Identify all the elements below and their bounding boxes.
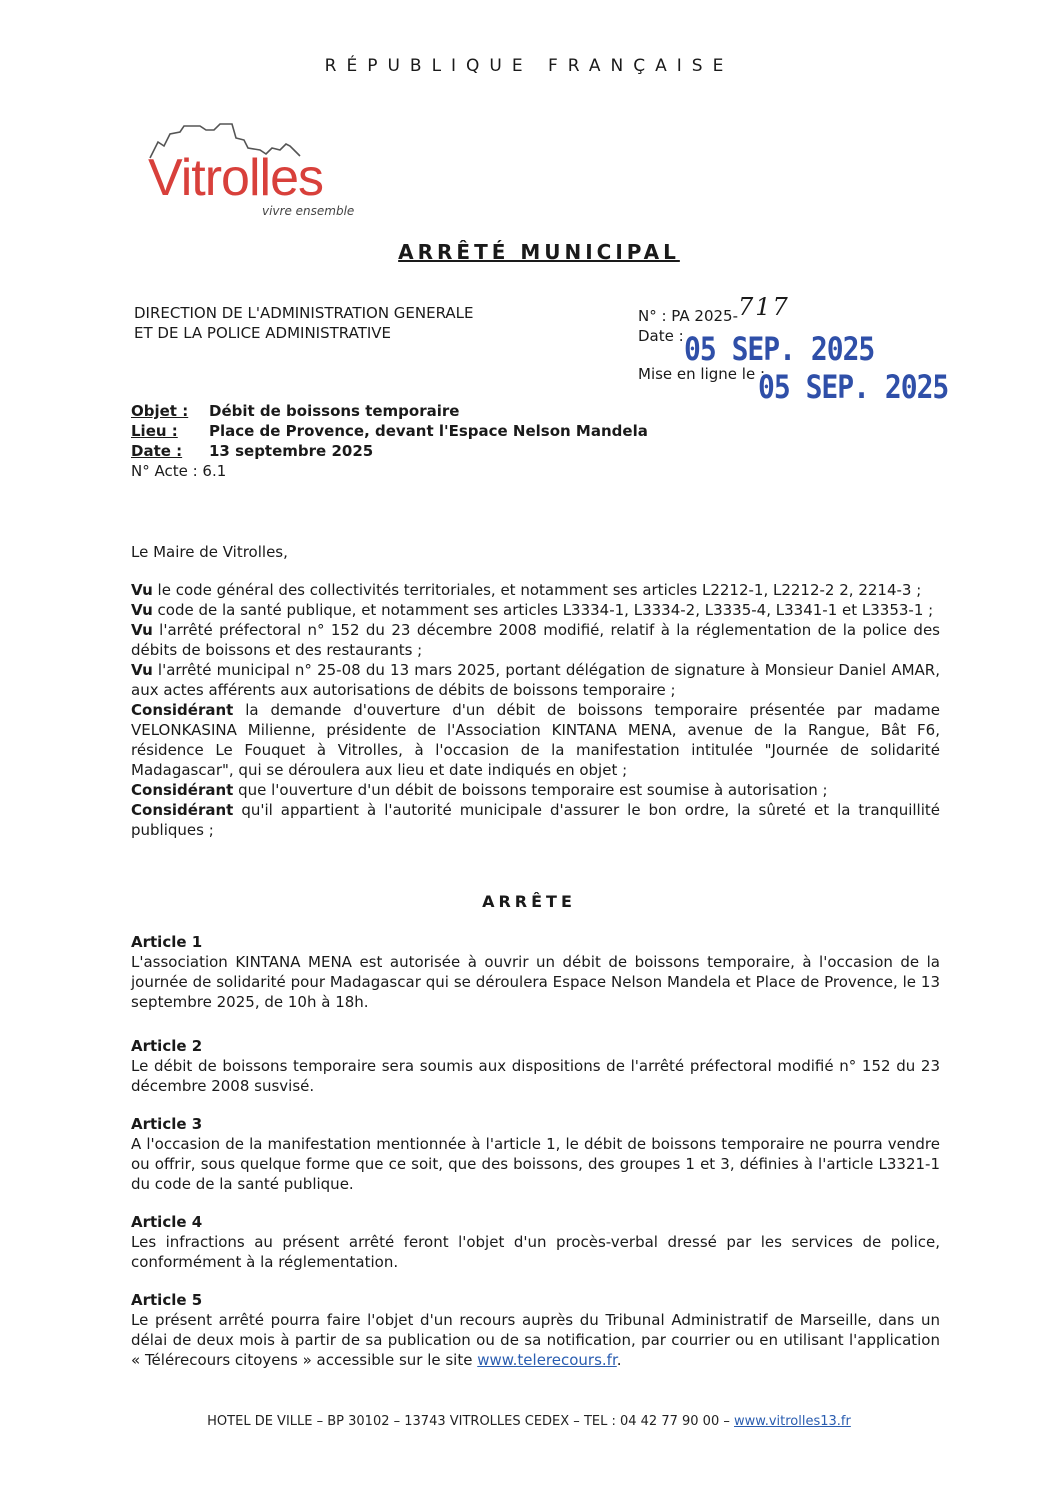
consideration-item: Considérant que l'ouverture d'un débit de boissons temporaire est soumise à autorisation ;	[131, 781, 828, 799]
considerations	[131, 580, 940, 840]
consideration-item: Vu l'arrêté préfectoral n° 152 du 23 décembre 2008 modifié, relatif à la réglementation de la police des débits de boissons et des restaurants ;	[131, 621, 940, 659]
logo-wordmark: Vitrolles	[148, 149, 324, 207]
date-label: Date :	[638, 327, 684, 345]
online-label: Mise en ligne le :	[638, 365, 766, 383]
date-stamp: 05 SEP. 2025	[684, 330, 875, 368]
consideration-item: Vu l'arrêté municipal n° 25-08 du 13 mars 2025, portant délégation de signature à Monsieur Daniel AMAR, aux actes afférents aux autorisations de débits de boissons temporaire ;	[131, 661, 940, 699]
direction-line-1: DIRECTION DE L'ADMINISTRATION GENERALE	[134, 304, 474, 322]
website-link[interactable]: www.vitrolles13.fr	[734, 1414, 851, 1429]
consideration-item: Considérant la demande d'ouverture d'un débit de boissons temporaire présentée par madame VELONKASINA Milienne, présidente de l'Association KINTANA MENA, avenue de la Rangue, Bât F6, résidence Le Fouquet à Vitrolles, à l'occasion de la manifestation intitulée "Journée de solidarité Madagascar", qui se déroulera aux lieu et date indiqués en objet ;	[131, 701, 940, 779]
telerecours-link[interactable]: www.telerecours.fr	[477, 1351, 617, 1369]
article-4: Article 4 Les infractions au présent arrêté feront l'objet d'un procès-verbal dressé par les services de police, conformément à la réglementation.	[131, 1213, 940, 1271]
article-2: Article 2 Le débit de boissons temporaire sera soumis aux dispositions de l'arrêté préfectoral modifié n° 152 du 23 décembre 2008 susvisé.	[131, 1037, 940, 1095]
direction-line-2: ET DE LA POLICE ADMINISTRATIVE	[134, 324, 392, 342]
direction-block	[134, 303, 474, 343]
objet-value: Débit de boissons temporaire	[209, 402, 460, 420]
handwritten-number: 717	[738, 293, 790, 321]
intro-line: Le Maire de Vitrolles,	[131, 543, 288, 561]
number-label: N° : PA 2025-	[638, 307, 739, 325]
logo-tagline: vivre ensemble	[262, 204, 355, 218]
footer	[0, 1414, 1058, 1429]
date-label: Date :	[131, 442, 183, 460]
consideration-item: Vu code de la santé publique, et notamment ses articles L3334-1, L3334-2, L3335-4, L3341-1 et L3353-1 ;	[131, 601, 934, 619]
article-1: Article 1 L'association KINTANA MENA est autorisée à ouvrir un débit de boissons temporaire, à l'occasion de la journée de solidarité pour Madagascar qui se déroulera Espace Nelson Mandela et Place de Provence, le 13 septembre 2025, de 10h à 18h.	[131, 933, 940, 1011]
republic-header: RÉPUBLIQUE FRANÇAISE	[324, 56, 734, 76]
article-5: Article 5 Le présent arrêté pourra faire l'objet d'un recours auprès du Tribunal Administratif de Marseille, dans un délai de deux mois à partir de sa publication ou de sa notification, par courrier ou en utilisant l'application « Télérecours citoyens » accessible sur le site www.telerecours.fr.	[131, 1291, 940, 1369]
vitrolles-logo	[140, 120, 400, 220]
consideration-item: Considérant qu'il appartient à l'autorité municipale d'assurer le bon ordre, la sûreté et la tranquillité publiques ;	[131, 801, 940, 839]
article-3: Article 3 A l'occasion de la manifestation mentionnée à l'article 1, le débit de boissons temporaire ne pourra vendre ou offrir, sous quelque forme que ce soit, que des boissons, des groupes 1 et 3, définies à l'article L3321-1 du code de la santé publique.	[131, 1115, 940, 1193]
date-value: 13 septembre 2025	[209, 442, 374, 460]
objet-label: Objet :	[131, 402, 189, 420]
lieu-value: Place de Provence, devant l'Espace Nelson Mandela	[209, 422, 648, 440]
acte-number: N° Acte : 6.1	[131, 462, 227, 480]
footer-address: HOTEL DE VILLE – BP 30102 – 13743 VITROLLES CEDEX – TEL : 04 42 77 90 00 –	[207, 1414, 734, 1429]
document-title: ARRÊTÉ MUNICIPAL	[398, 240, 680, 264]
lieu-label: Lieu :	[131, 422, 178, 440]
consideration-item: Vu le code général des collectivités territoriales, et notamment ses articles L2212-1, L2212-2 2, 2214-3 ;	[131, 581, 922, 599]
online-date-stamp: 05 SEP. 2025	[758, 368, 949, 406]
subject-block	[131, 401, 648, 481]
decree-heading: ARRÊTE	[482, 892, 576, 911]
